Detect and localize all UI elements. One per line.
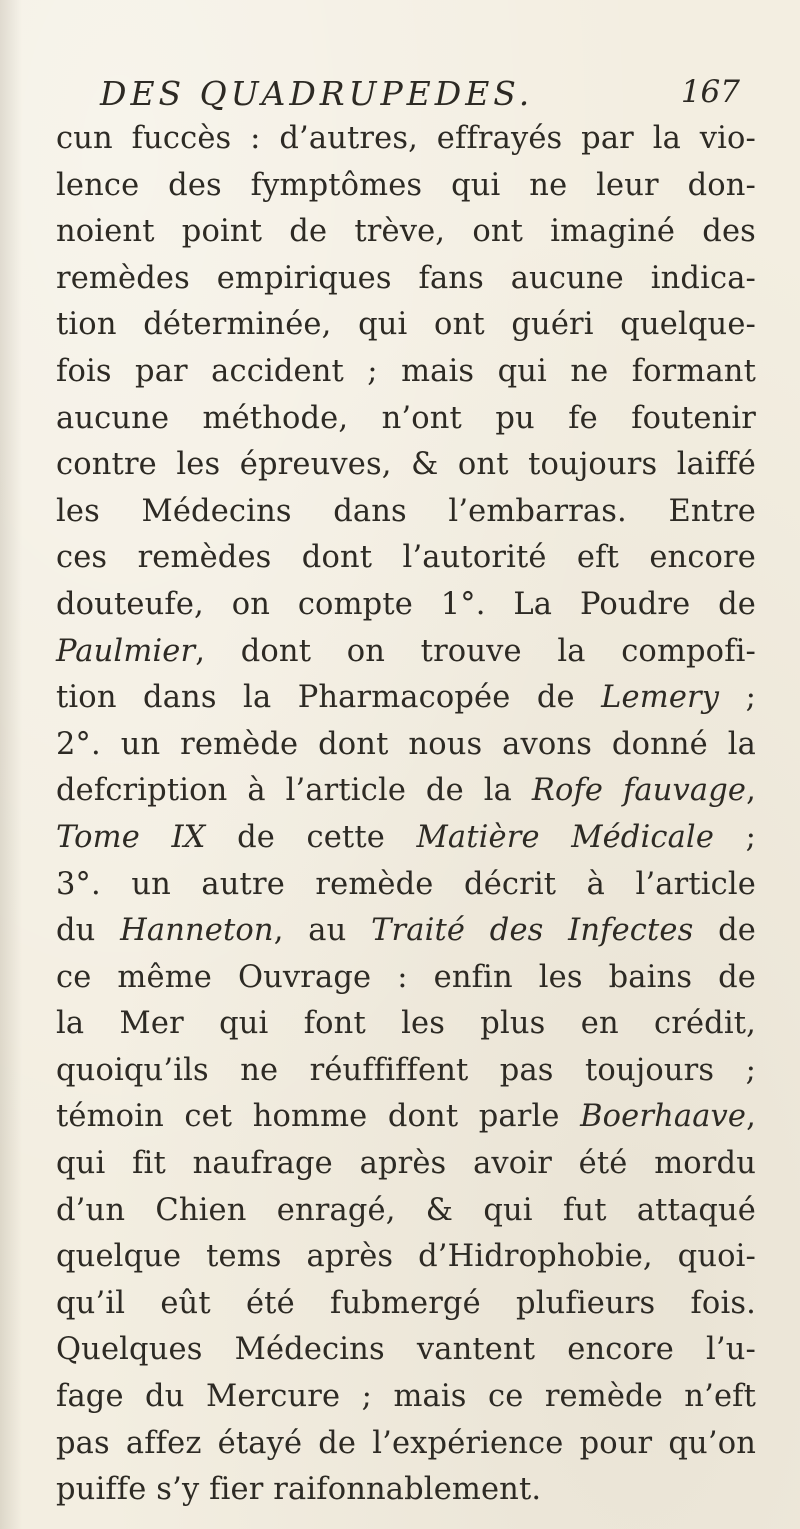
text-line <box>56 535 756 582</box>
text-segment: , dont on trouve la compofi- <box>195 633 756 669</box>
text-segment: qui fit naufrage après avoir été mordu <box>56 1146 756 1182</box>
text-line <box>56 862 756 909</box>
text-segment: quelque tems après d’Hidrophobie, quoi- <box>56 1239 756 1275</box>
text-segment: de <box>693 913 756 949</box>
text-segment: , <box>746 773 756 809</box>
text-line <box>56 442 756 489</box>
page-header <box>100 74 740 118</box>
text-line <box>56 1467 756 1514</box>
text-line <box>56 396 756 443</box>
text-line <box>56 815 756 862</box>
text-segment: Quelques Médecins vantent encore l’u- <box>56 1332 756 1368</box>
text-line <box>56 1234 756 1281</box>
text-segment: tion dans la Pharmacopée de <box>56 680 602 716</box>
italic-text: Traité des Infectes <box>371 913 694 949</box>
page-number: 167 <box>680 74 740 110</box>
italic-text: Boerhaave <box>580 1099 747 1135</box>
italic-text: Rofe fauvage <box>531 773 747 809</box>
text-segment: puiffe s’y fier raifonnablement. <box>56 1472 542 1508</box>
body-text <box>56 116 756 1514</box>
text-segment: qu’il eût été fubmergé plufieurs fois. <box>56 1285 756 1321</box>
text-line <box>56 1188 756 1235</box>
running-title: DES QUADRUPEDES. <box>100 74 534 113</box>
text-line <box>56 256 756 303</box>
text-segment: lence des fymptômes qui ne leur don- <box>56 167 756 203</box>
text-line <box>56 1421 756 1468</box>
text-line <box>56 955 756 1002</box>
text-segment: douteufe, on compte 1°. La Poudre de <box>56 586 756 622</box>
text-segment: les Médecins dans l’embarras. Entre <box>56 493 756 529</box>
text-segment: ; <box>719 680 756 716</box>
text-segment: du <box>56 913 121 949</box>
text-segment: fois par accident ; mais qui ne formant <box>56 353 756 389</box>
italic-text: Tome IX <box>56 819 206 855</box>
text-line <box>56 629 756 676</box>
text-segment: 3°. un autre remède décrit à l’article <box>56 866 756 902</box>
text-line <box>56 582 756 629</box>
italic-text: Hanneton <box>120 913 274 949</box>
text-segment: tion déterminée, qui ont guéri quelque- <box>56 307 756 343</box>
text-segment: remèdes empiriques fans aucune indica- <box>56 260 756 296</box>
text-segment: d’un Chien enragé, & qui fut attaqué <box>56 1192 756 1228</box>
text-line <box>56 908 756 955</box>
text-line <box>56 302 756 349</box>
italic-text: Matière Médicale <box>416 819 715 855</box>
text-segment: , au <box>273 913 372 949</box>
italic-text: Lemery <box>601 680 720 716</box>
text-line <box>56 349 756 396</box>
text-line <box>56 1327 756 1374</box>
text-segment: de cette <box>205 819 417 855</box>
page-gutter-shadow <box>0 0 22 1529</box>
text-line <box>56 1094 756 1141</box>
text-line <box>56 116 756 163</box>
text-segment: defcription à l’article de la <box>56 773 532 809</box>
italic-text: Paulmier <box>56 633 196 669</box>
text-line <box>56 489 756 536</box>
text-line <box>56 1374 756 1421</box>
text-segment: aucune méthode, n’ont pu fe foutenir <box>56 400 756 436</box>
text-segment: pas affez étayé de l’expérience pour qu’on <box>56 1425 756 1461</box>
text-line <box>56 768 756 815</box>
text-line <box>56 1141 756 1188</box>
text-line <box>56 722 756 769</box>
text-line <box>56 1048 756 1095</box>
text-segment: cun fuccès : d’autres, effrayés par la vio- <box>56 121 756 156</box>
text-line <box>56 1281 756 1328</box>
text-segment: témoin cet homme dont parle <box>56 1099 581 1135</box>
text-segment: ce même Ouvrage : enfin les bains de <box>56 959 756 995</box>
text-segment: fage du Mercure ; mais ce remède n’eft <box>56 1379 756 1415</box>
text-segment: quoiqu’ils ne réuffiffent pas toujours ; <box>56 1052 756 1088</box>
text-segment: contre les épreuves, & ont toujours laiffé <box>56 447 756 483</box>
text-line <box>56 163 756 210</box>
text-segment: la Mer qui font les plus en crédit, <box>56 1006 756 1042</box>
text-segment: , <box>746 1099 756 1135</box>
text-segment: ; <box>714 819 757 855</box>
text-segment: noient point de trève, ont imaginé des <box>56 214 756 250</box>
text-line <box>56 209 756 256</box>
text-line <box>56 675 756 722</box>
text-segment: ces remèdes dont l’autorité eft encore <box>56 540 756 576</box>
text-line <box>56 1001 756 1048</box>
text-segment: 2°. un remède dont nous avons donné la <box>56 726 756 762</box>
